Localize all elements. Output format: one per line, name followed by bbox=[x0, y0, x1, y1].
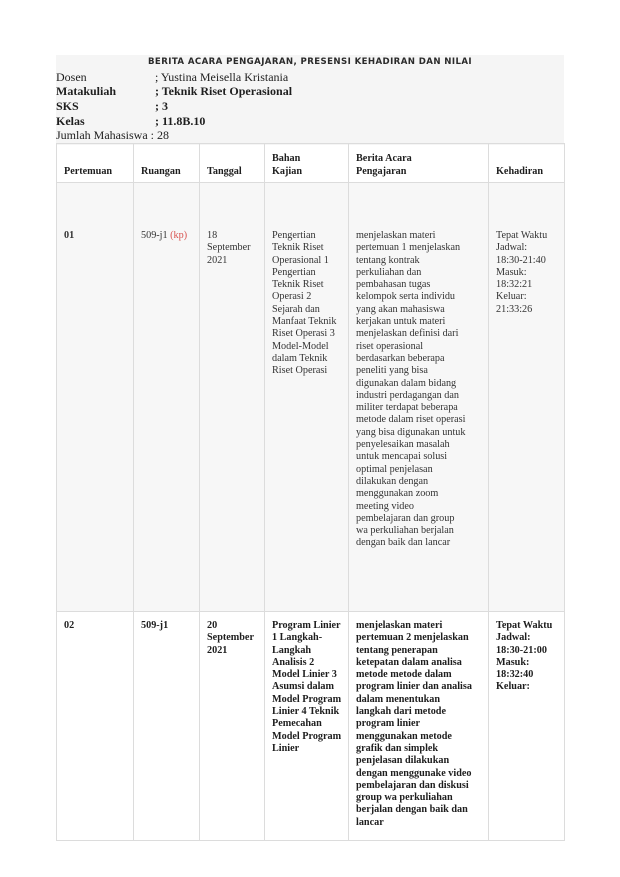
cell-tanggal: 20 September 2021 bbox=[200, 612, 265, 841]
info-matakuliah bbox=[56, 85, 292, 98]
info-dosen bbox=[56, 71, 288, 84]
attendance-table bbox=[56, 143, 565, 841]
cell-berita-acara: menjelaskan materi pertemuan 2 menjelaskan tentang penerapan ketepatan dalam analisa metode metode dalam program linier dan analisa dalam menentukan langkah dari metode program linier menggunakan metode grafik dan simplek penjelasan dilakukan dengan menggunake video pembelajaran dan diskusi group wa perkuliahan berjalan dengan baik dan lancar bbox=[349, 612, 489, 841]
header-berita-acara: Berita Acara Pengajaran bbox=[349, 144, 489, 183]
info-kelas-value: ; 11.8B.10 bbox=[155, 114, 206, 128]
info-sks bbox=[56, 100, 168, 113]
info-jumlah-value: : 28 bbox=[150, 128, 169, 142]
info-matakuliah-label: Matakuliah bbox=[56, 84, 117, 98]
ruangan-kp-tag: (kp) bbox=[170, 230, 188, 241]
header-kehadiran: Kehadiran bbox=[489, 144, 565, 183]
cell-berita-acara: menjelaskan materi pertemuan 1 menjelaskan tentang kontrak perkuliahan dan pembahasan tugas kelompok serta individu yang akan mahasiswa kerjakan untuk materi menjelaskan definisi dari riset operasional berdasarkan beberapa peneliti yang bisa digunakan dalam bidang industri perdagangan dan militer terdapat beberapa metode dalam riset operasi yang bisa digunakan untuk penyelesaikan masalah untuk mencapai solusi optimal penjelasan dilakukan dengan menggunakan zoom meeting video pembelajaran dan group wa perkuliahan berjalan dengan baik dan lancar bbox=[349, 183, 489, 612]
info-sks-label: SKS bbox=[56, 99, 79, 113]
ruangan-value: 509-j1 bbox=[141, 230, 168, 241]
info-jumlah-mahasiswa bbox=[56, 129, 169, 142]
info-dosen-value: ; Yustina Meisella Kristania bbox=[155, 70, 289, 84]
header-bahan-kajian: Bahan Kajian bbox=[265, 144, 349, 183]
document-title: BERITA ACARA PENGAJARAN, PRESENSI KEHADIRAN DAN NILAI bbox=[147, 57, 473, 67]
cell-bahan-kajian: Program Linier 1 Langkah- Langkah Analisis 2 Model Linier 3 Asumsi dalam Model Program Linier 4 Teknik Pemecahan Model Program Linier bbox=[265, 612, 349, 841]
info-matakuliah-value: ; Teknik Riset Operasional bbox=[155, 84, 293, 98]
table-row bbox=[57, 612, 565, 841]
header-ruangan: Ruangan bbox=[134, 144, 200, 183]
header-tanggal: Tanggal bbox=[200, 144, 265, 183]
cell-kehadiran: Tepat Waktu Jadwal: 18:30-21:40 Masuk: 18:32:21 Keluar: 21:33:26 bbox=[489, 183, 565, 612]
info-dosen-label: Dosen bbox=[56, 70, 87, 84]
cell-pertemuan: 02 bbox=[57, 612, 134, 841]
ruangan-value: 509-j1 bbox=[141, 620, 169, 631]
header-pertemuan: Pertemuan bbox=[57, 144, 134, 183]
info-jumlah-label: Jumlah Mahasiswa bbox=[56, 128, 148, 142]
cell-kehadiran: Tepat Waktu Jadwal: 18:30-21:00 Masuk: 18:32:40 Keluar: bbox=[489, 612, 565, 841]
cell-pertemuan: 01 bbox=[57, 183, 134, 612]
table-header-row bbox=[57, 144, 565, 183]
info-kelas bbox=[56, 115, 205, 128]
cell-ruangan bbox=[134, 183, 200, 612]
table-row bbox=[57, 183, 565, 612]
cell-bahan-kajian: Pengertian Teknik Riset Operasional 1 Pengertian Teknik Riset Operasi 2 Sejarah dan Manfaat Teknik Riset Operasi 3 Model-Model dalam Teknik Riset Operasi bbox=[265, 183, 349, 612]
cell-tanggal: 18 September 2021 bbox=[200, 183, 265, 612]
info-sks-value: ; 3 bbox=[155, 99, 168, 113]
info-kelas-label: Kelas bbox=[56, 114, 85, 128]
cell-ruangan bbox=[134, 612, 200, 841]
